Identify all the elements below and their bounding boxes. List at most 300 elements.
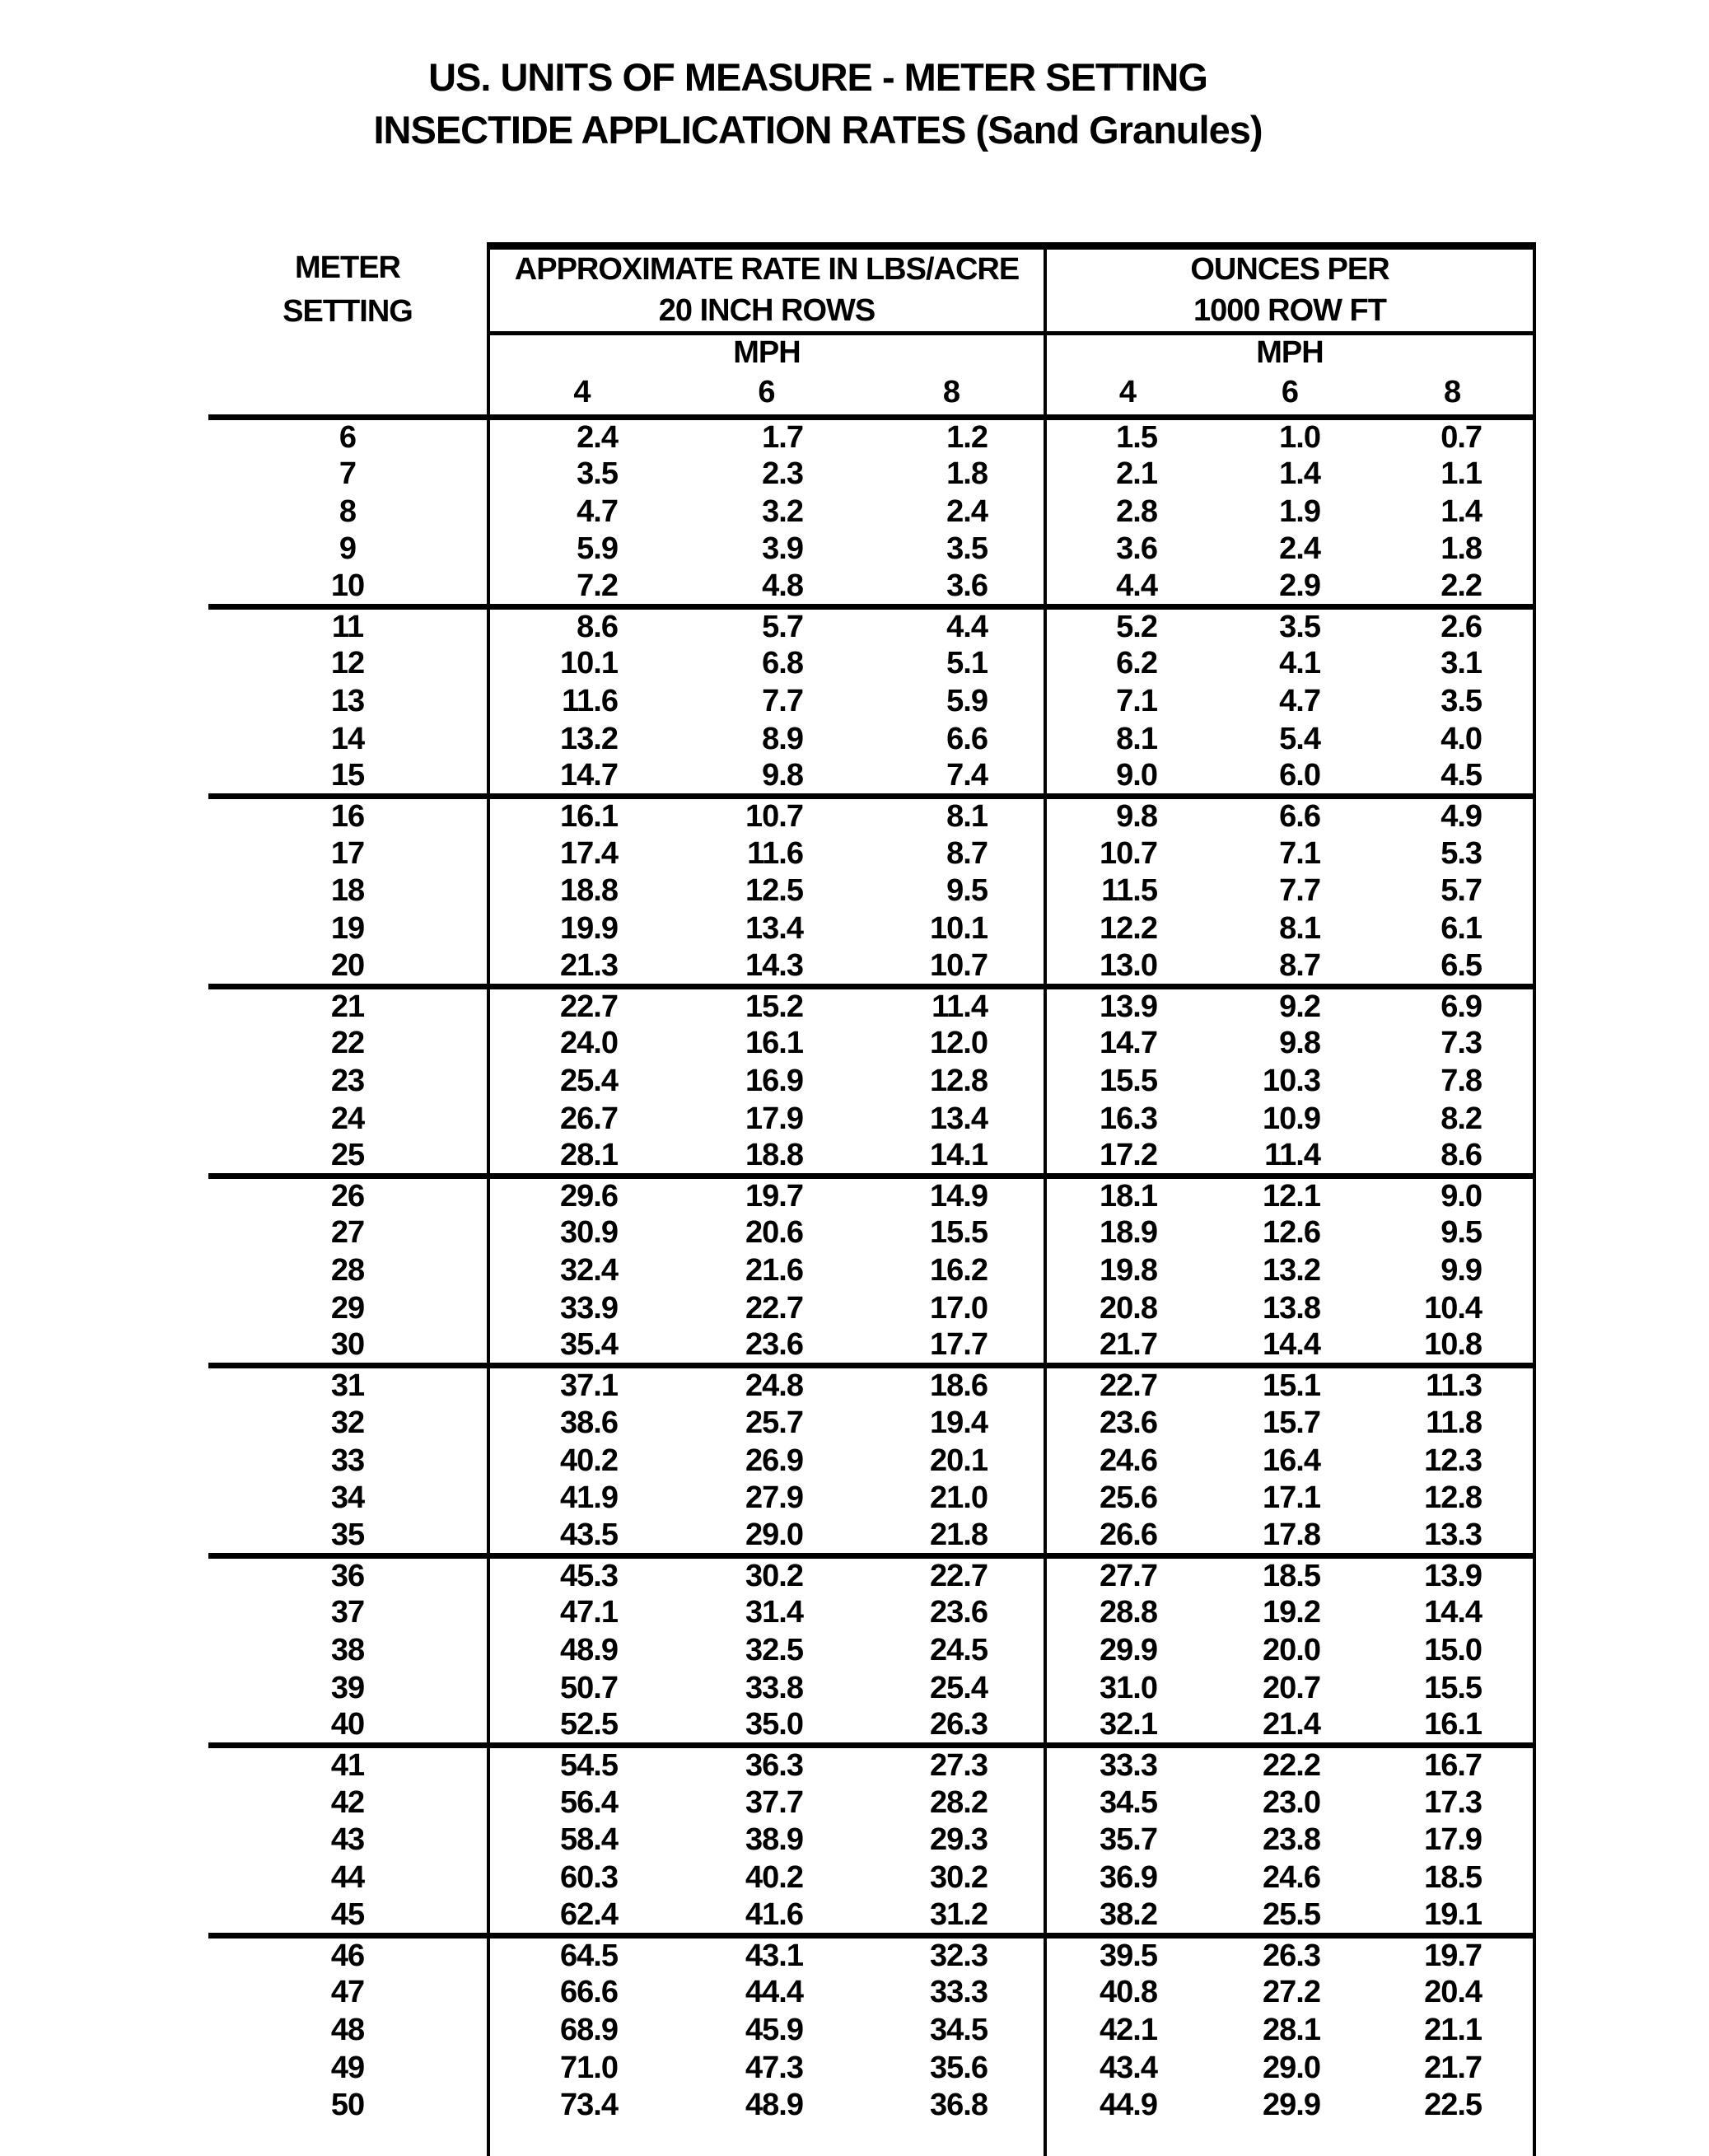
oz-per-1000ft-cell: 6.0 [1208,758,1371,797]
table-row [208,531,1534,568]
meter-setting-cell: 30 [208,1327,488,1366]
group2-mph-label: MPH [1045,334,1534,372]
oz-per-1000ft-cell: 16.7 [1371,1746,1534,1784]
lbs-per-acre-cell: 14.9 [930,1179,988,1214]
oz-per-1000ft-cell: 13.8 [1263,1291,1320,1326]
group1-speed-header-6: 6 [674,371,859,417]
lbs-per-acre-cell: 28.2 [930,1784,988,1820]
lbs-per-acre-cell: 16.2 [930,1253,988,1288]
lbs-per-acre-cell: 7.7 [762,684,803,719]
meter-setting-cell: 40 [208,1707,488,1746]
table-row [208,1897,1534,1936]
oz-per-1000ft-cell: 13.0 [1045,948,1208,987]
table-bottom-stub-cell [488,2125,1045,2156]
meter-setting-cell: 42 [330,1784,365,1820]
table-row [208,872,1534,910]
meter-setting-cell: 25 [208,1138,488,1176]
oz-per-1000ft-cell: 7.1 [1279,835,1320,871]
oz-per-1000ft-cell: 34.5 [1045,1784,1208,1822]
oz-per-1000ft-cell: 18.9 [1045,1214,1208,1252]
oz-per-1000ft-cell: 1.9 [1279,493,1320,529]
table-row [208,1707,1534,1746]
meter-setting-cell: 44 [330,1860,365,1896]
lbs-per-acre-cell: 24.5 [930,1633,988,1668]
lbs-per-acre-cell: 4.8 [674,568,859,607]
meter-setting-cell: 10 [208,568,488,607]
oz-per-1000ft-cell: 4.9 [1371,797,1534,835]
lbs-per-acre-cell: 16.1 [488,797,674,835]
lbs-per-acre-cell: 62.4 [488,1897,674,1936]
oz-per-1000ft-cell: 21.4 [1208,1707,1371,1746]
oz-per-1000ft-cell: 1.4 [1371,493,1534,531]
lbs-per-acre-cell: 32.5 [745,1633,803,1668]
oz-per-1000ft-cell: 33.3 [1045,1746,1208,1784]
lbs-per-acre-cell: 33.3 [930,1975,988,2010]
lbs-per-acre-cell: 36.3 [745,1748,803,1784]
oz-per-1000ft-cell: 21.1 [1371,2011,1534,2049]
table-row [208,758,1534,797]
lbs-per-acre-cell: 40.2 [745,1860,803,1896]
oz-per-1000ft-cell: 4.4 [1045,568,1208,607]
table-row [208,645,1534,683]
oz-per-1000ft-cell: 39.5 [1045,1935,1208,1974]
lbs-per-acre-cell: 48.9 [745,2088,803,2123]
oz-per-1000ft-cell: 10.8 [1371,1327,1534,1366]
oz-per-1000ft-cell: 2.8 [1045,493,1208,531]
oz-per-1000ft-cell: 20.0 [1263,1633,1320,1668]
table-row [208,568,1534,607]
meter-setting-cell: 16 [330,799,365,835]
lbs-per-acre-cell: 2.4 [488,417,674,456]
oz-per-1000ft-cell: 12.2 [1045,910,1208,948]
lbs-per-acre-cell: 18.8 [488,872,674,910]
oz-per-1000ft-cell: 27.7 [1045,1555,1208,1594]
oz-per-1000ft-cell: 8.1 [1045,720,1208,758]
oz-per-1000ft-cell: 21.7 [1371,2049,1534,2087]
oz-per-1000ft-cell: 23.0 [1263,1784,1320,1820]
oz-per-1000ft-cell: 6.2 [1045,645,1208,683]
lbs-per-acre-cell: 35.0 [674,1707,859,1746]
group1-speed-header-4: 4 [488,371,674,417]
lbs-per-acre-cell: 28.1 [488,1138,674,1176]
oz-per-1000ft-cell: 8.2 [1371,1100,1534,1138]
oz-per-1000ft-cell: 15.0 [1371,1632,1534,1670]
oz-per-1000ft-cell: 14.4 [1208,1327,1371,1366]
lbs-per-acre-cell: 33.9 [488,1290,674,1328]
oz-per-1000ft-cell: 14.4 [1371,1594,1534,1632]
lbs-per-acre-cell: 71.0 [488,2049,674,2087]
lbs-per-acre-cell: 9.5 [946,873,988,909]
table-row [208,986,1534,1025]
oz-per-1000ft-cell: 17.9 [1371,1822,1534,1859]
lbs-per-acre-cell: 4.7 [488,493,674,531]
meter-setting-cell: 32 [330,1405,365,1440]
group1-mph-label: MPH [488,334,1045,372]
lbs-per-acre-cell: 10.7 [745,799,803,835]
meter-setting-cell: 26 [330,1179,365,1214]
header-row-group-titles [208,246,1534,291]
oz-per-1000ft-cell: 14.7 [1045,1025,1208,1063]
table-row [208,720,1534,758]
lbs-per-acre-cell: 13.2 [488,720,674,758]
oz-per-1000ft-cell: 20.7 [1263,1670,1320,1705]
meter-setting-cell: 48 [330,2012,365,2047]
lbs-per-acre-cell: 6.6 [946,721,988,756]
lbs-per-acre-cell: 2.3 [762,456,803,491]
oz-per-1000ft-cell: 10.3 [1263,1063,1320,1098]
oz-per-1000ft-cell: 7.7 [1279,873,1320,909]
lbs-per-acre-cell: 19.9 [488,910,674,948]
table-row [208,1974,1534,2012]
lbs-per-acre-cell: 11.6 [747,835,803,871]
meter-setting-cell: 35 [208,1518,488,1556]
lbs-per-acre-cell: 17.0 [930,1291,988,1326]
oz-per-1000ft-cell: 17.8 [1208,1518,1371,1556]
table-row [208,1480,1534,1518]
table-row [208,1404,1534,1442]
oz-per-1000ft-cell: 9.5 [1371,1214,1534,1252]
oz-per-1000ft-cell: 22.7 [1045,1366,1208,1405]
lbs-per-acre-cell: 68.9 [488,2011,674,2049]
meter-setting-cell: 18 [330,873,365,909]
lbs-per-acre-cell: 17.7 [859,1327,1045,1366]
meter-setting-cell: 23 [330,1063,365,1098]
oz-per-1000ft-cell: 23.8 [1263,1822,1320,1858]
lbs-per-acre-cell: 8.9 [762,721,803,756]
lbs-per-acre-cell: 26.3 [859,1707,1045,1746]
oz-per-1000ft-cell: 29.0 [1263,2050,1320,2085]
oz-per-1000ft-cell: 3.5 [1371,683,1534,721]
lbs-per-acre-cell: 35.6 [930,2050,988,2085]
oz-per-1000ft-cell: 17.2 [1045,1138,1208,1176]
oz-per-1000ft-cell: 13.2 [1263,1253,1320,1288]
meter-setting-cell: 34 [330,1480,365,1516]
oz-per-1000ft-cell: 24.6 [1045,1442,1208,1480]
meter-setting-cell: 29 [330,1291,365,1326]
oz-per-1000ft-cell: 23.6 [1045,1404,1208,1442]
header-row-speeds [208,371,1534,417]
oz-per-1000ft-cell: 15.1 [1263,1368,1320,1404]
table-row [208,2049,1534,2087]
table-row [208,1518,1534,1556]
lbs-per-acre-cell: 1.2 [946,419,988,455]
lbs-per-acre-cell: 1.8 [946,456,988,491]
lbs-per-acre-cell: 24.8 [745,1368,803,1404]
table-row [208,1784,1534,1822]
lbs-per-acre-cell: 10.1 [930,911,988,947]
oz-per-1000ft-cell: 1.0 [1279,419,1320,455]
oz-per-1000ft-cell: 9.2 [1279,989,1320,1024]
meter-setting-cell: 45 [208,1897,488,1936]
table-row [208,683,1534,721]
lbs-per-acre-cell: 30.9 [488,1214,674,1252]
title-line-2: INSECTIDE APPLICATION RATES (Sand Granules) [373,108,1263,152]
meter-setting-cell: 9 [339,531,357,567]
lbs-per-acre-cell: 5.9 [488,531,674,568]
oz-per-1000ft-cell: 26.6 [1045,1518,1208,1556]
oz-per-1000ft-cell: 11.8 [1371,1404,1534,1442]
table-row [208,1252,1534,1290]
oz-per-1000ft-cell: 19.7 [1371,1935,1534,1974]
oz-per-1000ft-cell: 25.5 [1208,1897,1371,1936]
lbs-per-acre-cell: 31.2 [859,1897,1045,1936]
oz-per-1000ft-cell: 12.3 [1371,1442,1534,1480]
oz-per-1000ft-cell: 6.1 [1371,910,1534,948]
lbs-per-acre-cell: 73.4 [488,2087,674,2125]
table-row [208,1935,1534,1974]
lbs-per-acre-cell: 8.7 [946,835,988,871]
lbs-per-acre-cell: 13.4 [745,911,803,947]
lbs-per-acre-cell: 20.1 [930,1443,988,1478]
lbs-per-acre-cell: 26.7 [488,1100,674,1138]
group2-speed-header-6: 6 [1208,371,1371,417]
lbs-per-acre-cell: 2.4 [946,493,988,529]
meter-header-line2: SETTING [282,294,413,329]
oz-per-1000ft-cell: 1.1 [1371,456,1534,493]
oz-per-1000ft-cell: 24.6 [1263,1860,1320,1896]
table-row [208,1746,1534,1784]
meter-setting-cell: 47 [330,1975,365,2010]
oz-per-1000ft-cell: 44.9 [1045,2087,1208,2125]
lbs-per-acre-cell: 45.3 [488,1555,674,1594]
group2-title-line1: OUNCES PER [1045,246,1534,291]
oz-per-1000ft-cell: 3.5 [1279,609,1320,644]
oz-per-1000ft-cell: 29.9 [1045,1632,1208,1670]
lbs-per-acre-cell: 7.2 [488,568,674,607]
oz-per-1000ft-cell: 3.6 [1045,531,1208,568]
lbs-per-acre-cell: 27.9 [745,1480,803,1516]
lbs-per-acre-cell: 14.1 [859,1138,1045,1176]
oz-per-1000ft-cell: 1.5 [1045,417,1208,456]
table-row [208,835,1534,872]
lbs-per-acre-cell: 38.9 [745,1822,803,1858]
lbs-per-acre-cell: 20.6 [745,1215,803,1251]
meter-setting-cell: 14 [330,721,365,756]
lbs-per-acre-cell: 29.3 [930,1822,988,1858]
table-row [208,1366,1534,1405]
meter-setting-cell: 33 [330,1443,365,1478]
oz-per-1000ft-cell: 6.5 [1371,948,1534,987]
oz-per-1000ft-cell: 18.5 [1263,1558,1320,1593]
group2-speed-header-8: 8 [1371,371,1534,417]
lbs-per-acre-cell: 24.0 [488,1025,674,1063]
oz-per-1000ft-cell: 6.9 [1371,986,1534,1025]
table-row [208,1632,1534,1670]
oz-per-1000ft-cell: 13.9 [1371,1555,1534,1594]
oz-per-1000ft-cell: 19.8 [1045,1252,1208,1290]
lbs-per-acre-cell: 10.7 [859,948,1045,987]
application-rate-table [208,242,1536,2156]
lbs-per-acre-cell: 18.6 [930,1368,988,1404]
meter-header-spacer [208,371,488,417]
lbs-per-acre-cell: 32.3 [930,1938,988,1973]
group2-title-line2: 1000 ROW FT [1045,291,1534,334]
oz-per-1000ft-cell: 12.1 [1263,1179,1320,1214]
lbs-per-acre-cell: 22.7 [745,1291,803,1326]
oz-per-1000ft-cell: 10.9 [1263,1101,1320,1136]
oz-per-1000ft-cell: 8.7 [1208,948,1371,987]
lbs-per-acre-cell: 3.9 [762,531,803,567]
oz-per-1000ft-cell: 7.3 [1371,1025,1534,1063]
oz-per-1000ft-cell: 1.8 [1371,531,1534,568]
meter-setting-cell: 8 [339,493,357,529]
meter-setting-cell: 50 [330,2088,365,2123]
oz-per-1000ft-cell: 2.4 [1279,531,1320,567]
page-title [0,51,1636,157]
oz-per-1000ft-cell: 38.2 [1045,1897,1208,1936]
oz-per-1000ft-cell: 31.0 [1045,1669,1208,1707]
oz-per-1000ft-cell: 10.4 [1371,1290,1534,1328]
meter-setting-cell: 41 [330,1748,365,1784]
oz-per-1000ft-cell: 4.5 [1371,758,1534,797]
lbs-per-acre-cell: 32.4 [488,1252,674,1290]
oz-per-1000ft-cell: 19.2 [1263,1595,1320,1630]
oz-per-1000ft-cell: 2.9 [1208,568,1371,607]
lbs-per-acre-cell: 18.8 [674,1138,859,1176]
oz-per-1000ft-cell: 18.1 [1045,1176,1208,1215]
table-row [208,1669,1534,1707]
meter-setting-cell: 19 [330,911,365,947]
oz-per-1000ft-cell: 5.7 [1371,872,1534,910]
meter-setting-cell: 21 [330,989,365,1024]
lbs-per-acre-cell: 30.2 [745,1558,803,1593]
oz-per-1000ft-cell: 0.7 [1371,417,1534,456]
lbs-per-acre-cell: 5.7 [762,609,803,644]
meter-setting-cell: 20 [208,948,488,987]
lbs-per-acre-cell: 25.7 [745,1405,803,1440]
oz-per-1000ft-cell: 2.2 [1371,568,1534,607]
meter-setting-cell: 39 [330,1670,365,1705]
oz-per-1000ft-cell: 29.9 [1263,2088,1320,2123]
oz-per-1000ft-cell: 10.7 [1045,835,1208,872]
table-row [208,1859,1534,1897]
table-row [208,797,1534,835]
table-row [208,948,1534,987]
oz-per-1000ft-cell: 11.5 [1045,872,1208,910]
lbs-per-acre-cell: 17.4 [488,835,674,872]
oz-per-1000ft-cell: 15.5 [1045,1062,1208,1100]
lbs-per-acre-cell: 21.6 [745,1253,803,1288]
lbs-per-acre-cell: 8.6 [488,606,674,645]
oz-per-1000ft-cell: 12.6 [1263,1215,1320,1251]
lbs-per-acre-cell: 60.3 [488,1859,674,1897]
table-row [208,1555,1534,1594]
lbs-per-acre-cell: 3.5 [946,531,988,567]
lbs-per-acre-cell: 30.2 [930,1860,988,1896]
meter-setting-cell: 6 [339,419,357,455]
lbs-per-acre-cell: 43.1 [745,1938,803,1973]
oz-per-1000ft-cell: 28.1 [1263,2012,1320,2047]
lbs-per-acre-cell: 3.6 [859,568,1045,607]
table-row [208,606,1534,645]
lbs-per-acre-cell: 26.9 [745,1443,803,1478]
table-row [208,1290,1534,1328]
oz-per-1000ft-cell: 22.5 [1371,2087,1534,2125]
oz-per-1000ft-cell: 20.8 [1045,1290,1208,1328]
oz-per-1000ft-cell: 1.4 [1279,456,1320,491]
lbs-per-acre-cell: 19.4 [930,1405,988,1440]
lbs-per-acre-cell: 6.8 [762,646,803,681]
oz-per-1000ft-cell: 18.5 [1371,1859,1534,1897]
lbs-per-acre-cell: 11.6 [488,683,674,721]
oz-per-1000ft-cell: 11.3 [1371,1366,1534,1405]
lbs-per-acre-cell: 22.7 [488,986,674,1025]
lbs-per-acre-cell: 41.6 [674,1897,859,1936]
table-row [208,910,1534,948]
lbs-per-acre-cell: 21.3 [488,948,674,987]
table-bottom-stub-cell [1045,2125,1534,2156]
lbs-per-acre-cell: 12.0 [930,1026,988,1061]
lbs-per-acre-cell: 41.9 [488,1480,674,1518]
meter-header-line1: METER [295,250,400,285]
oz-per-1000ft-cell: 15.5 [1371,1669,1534,1707]
table-row [208,1327,1534,1366]
table-bottom-stub-cell [208,2125,488,2156]
oz-per-1000ft-cell: 7.8 [1371,1062,1534,1100]
table-row [208,1100,1534,1138]
group2-speed-header-4: 4 [1045,371,1208,417]
lbs-per-acre-cell: 45.9 [745,2012,803,2047]
lbs-per-acre-cell: 36.8 [930,2088,988,2123]
lbs-per-acre-cell: 21.0 [930,1480,988,1516]
oz-per-1000ft-cell: 43.4 [1045,2049,1208,2087]
lbs-per-acre-cell: 11.4 [932,989,988,1024]
lbs-per-acre-cell: 29.6 [488,1176,674,1215]
meter-setting-cell: 22 [330,1026,365,1061]
lbs-per-acre-cell: 12.5 [745,873,803,909]
oz-per-1000ft-cell: 9.8 [1045,797,1208,835]
meter-setting-cell: 38 [330,1633,365,1668]
meter-setting-cell: 36 [330,1558,365,1593]
oz-per-1000ft-cell: 27.2 [1263,1975,1320,2010]
table-row [208,1176,1534,1215]
lbs-per-acre-cell: 5.1 [946,646,988,681]
lbs-per-acre-cell: 47.3 [745,2050,803,2085]
lbs-per-acre-cell: 23.6 [930,1595,988,1630]
lbs-per-acre-cell: 33.8 [745,1670,803,1705]
lbs-per-acre-cell: 37.7 [745,1784,803,1820]
oz-per-1000ft-cell: 26.3 [1263,1938,1320,1973]
lbs-per-acre-cell: 16.1 [745,1026,803,1061]
lbs-per-acre-cell: 54.5 [488,1746,674,1784]
lbs-per-acre-cell: 43.5 [488,1518,674,1556]
oz-per-1000ft-cell: 2.1 [1045,456,1208,493]
lbs-per-acre-cell: 34.5 [930,2012,988,2047]
oz-per-1000ft-cell: 9.9 [1371,1252,1534,1290]
oz-per-1000ft-cell: 13.9 [1045,986,1208,1025]
lbs-per-acre-cell: 27.3 [930,1748,988,1784]
meter-setting-cell: 17 [330,835,365,871]
oz-per-1000ft-cell: 3.1 [1371,645,1534,683]
lbs-per-acre-cell: 3.2 [762,493,803,529]
meter-setting-cell: 46 [330,1938,365,1973]
oz-per-1000ft-cell: 4.1 [1279,646,1320,681]
table-row [208,2011,1534,2049]
lbs-per-acre-cell: 14.7 [488,758,674,797]
meter-setting-cell: 28 [330,1253,365,1288]
lbs-per-acre-cell: 21.8 [859,1518,1045,1556]
oz-per-1000ft-cell: 17.3 [1371,1784,1534,1822]
table-row [208,1062,1534,1100]
oz-per-1000ft-cell: 40.8 [1045,1974,1208,2012]
group1-speed-header-8: 8 [859,371,1045,417]
oz-per-1000ft-cell: 9.0 [1371,1176,1534,1215]
meter-setting-cell: 24 [330,1101,365,1136]
meter-setting-cell: 27 [330,1215,365,1251]
oz-per-1000ft-cell: 16.3 [1045,1100,1208,1138]
oz-per-1000ft-cell: 21.7 [1045,1327,1208,1366]
group1-title-line1: APPROXIMATE RATE IN LBS/ACRE [488,246,1045,291]
